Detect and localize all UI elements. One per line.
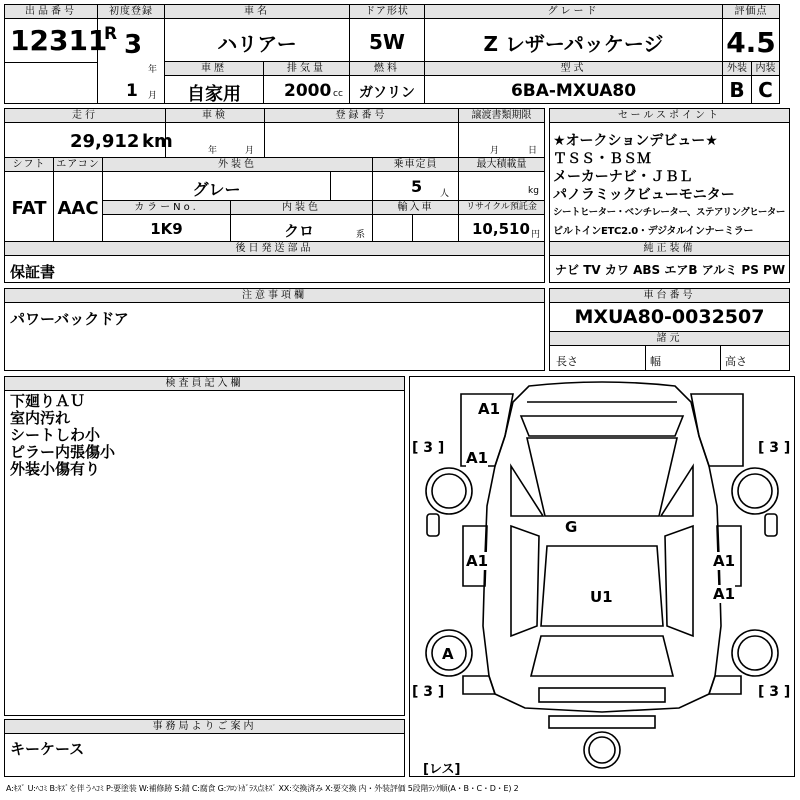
sales-line: メーカーナビ・ＪＢＬ (553, 169, 693, 185)
tire-depth: [ 3 ] (758, 684, 791, 700)
capacity: 5 (411, 177, 423, 196)
color-no-label: カラーNo. (103, 201, 230, 215)
inspector-notes (10, 393, 115, 478)
color-label: 外装色 (103, 158, 372, 172)
exterior-label: 外装 (723, 62, 751, 76)
notes-text: パワーバックドア (10, 310, 129, 328)
color-number: 1K9 (150, 220, 183, 238)
grade-label: グレード (425, 5, 722, 19)
spare-tire: [レス] (423, 762, 461, 777)
sales-line: ★オークションデビュー★ (553, 133, 718, 149)
history: 自家用 (187, 84, 241, 105)
chassis-number: MXUA80-0032507 (574, 306, 765, 328)
transfer-label: 譲渡書類期限 (459, 109, 544, 123)
lot-number: 12311 (10, 24, 108, 57)
score: 4.5 (726, 26, 776, 59)
exterior-color: グレー (192, 180, 241, 199)
damage-mark: A1 (478, 400, 501, 418)
tire-depth: [ 3 ] (758, 440, 791, 456)
interior-label: 内装 (752, 62, 779, 76)
import-label: 輸入車 (373, 201, 458, 215)
model-code: 6BA-MXUA80 (510, 81, 637, 101)
inspector-line: ピラー内張傷小 (10, 443, 116, 461)
inspection-label: 車検 (166, 109, 264, 123)
damage-mark: G (565, 518, 578, 536)
registration-no-label: 登録番号 (265, 109, 458, 123)
equipment-list (555, 261, 785, 278)
shift: FAT (11, 198, 47, 219)
equipment-item: アルミ (701, 263, 738, 277)
score-label: 評価点 (723, 5, 779, 19)
max-load-label: 最大積載量 (459, 158, 544, 172)
equipment-item: カワ (604, 263, 629, 277)
inspector-line: 室内汚れ (10, 409, 71, 427)
equipment-item: PS (741, 263, 759, 277)
equipment-item: ABS (633, 263, 661, 277)
car-name: ハリアー (217, 32, 297, 56)
equipment-item: エアB (664, 263, 698, 277)
car-diagram (409, 376, 795, 777)
recycle-fee: 10,510 (472, 220, 530, 238)
inspector-line: シートしわ小 (10, 426, 101, 444)
mileage-label: 走行 (5, 109, 165, 123)
damage-mark: U1 (590, 588, 613, 606)
registration-label: 初度登録 (98, 5, 164, 19)
interior-color: クロ (284, 222, 315, 240)
displacement-label: 排気量 (264, 62, 349, 76)
history-label: 車歴 (165, 62, 263, 76)
length-label: 長さ (556, 355, 578, 368)
interior-grade: C (758, 78, 773, 102)
tire-depth: [ 3 ] (412, 684, 445, 700)
width-label: 幅 (650, 355, 661, 368)
mileage: 29,912 (70, 131, 140, 152)
interior-color-label: 内装色 (231, 201, 372, 215)
damage-mark: A1 (466, 449, 489, 467)
capacity-label: 乗車定員 (373, 158, 458, 172)
notes-label: 注意事項欄 (5, 289, 544, 303)
inspector-label: 検査員記入欄 (5, 377, 404, 391)
equipment-item: ナビ (555, 263, 580, 277)
door-type: 5W (369, 30, 405, 54)
lot-label: 出品番号 (5, 5, 97, 19)
equipment-item: TV (583, 263, 601, 277)
damage-mark: A1 (713, 552, 736, 570)
later-parts-label: 後日発送部品 (5, 242, 544, 256)
car-name-label: 車名 (165, 5, 349, 19)
registration-month: 1 (126, 81, 138, 101)
era: R (104, 24, 118, 44)
sales-line: ビルトインETC2.0・デジタルインナーミラー (553, 226, 754, 237)
ac-label: エアコン (54, 158, 102, 172)
spec-label: 諸元 (550, 332, 789, 346)
sales-line: ＴＳＳ・ＢＳＭ (553, 151, 651, 167)
tire-depth: [ 3 ] (412, 440, 445, 456)
grade: Z レザーパッケージ (483, 32, 664, 56)
model-label: 型式 (425, 62, 722, 76)
sales-line: シートヒーター・ベンチレーター、ステアリングヒーター (553, 207, 785, 218)
equipment-item: PW (763, 263, 786, 277)
damage-mark: A (442, 645, 454, 663)
height-label: 高さ (725, 355, 747, 368)
shift-label: シフト (5, 158, 53, 172)
office-label: 事務局よりご案内 (5, 720, 404, 734)
inspector-line: 下廻りＡＵ (10, 392, 86, 410)
equipment-label: 純正装備 (550, 242, 789, 256)
registration-year: 3 (124, 30, 143, 60)
damage-mark: A1 (713, 585, 736, 603)
recycle-label: リサイクル預託金 (459, 201, 544, 215)
displacement: 2000 (284, 81, 332, 101)
damage-mark: A1 (466, 552, 489, 570)
office-text: キーケース (10, 740, 85, 758)
fuel-label: 燃料 (350, 62, 424, 76)
fuel: ガソリン (359, 85, 415, 101)
legend: A:ｷｽﾞ U:ﾍｺﾐ B:ｷｽﾞを伴うﾍｺﾐ P:要塗装 W:補修跡 S:錆 C:腐食 G:ﾌﾛﾝﾄｶﾞﾗｽ点ｷｽﾞ XX:交換済み X:要交換 内・外装評価 5段階ﾗﾝｸ順(A・B・C・D・E) 2 (6, 784, 519, 793)
air-conditioner: AAC (57, 198, 99, 219)
sales-point-label: セールスポイント (550, 109, 789, 123)
door-label: ドア形状 (350, 5, 424, 19)
inspector-line: 外装小傷有り (10, 460, 101, 478)
later-parts: 保証書 (10, 263, 56, 281)
sales-line: パノラミックビューモニター (553, 187, 735, 203)
exterior-grade: B (729, 78, 745, 102)
chassis-label: 車台番号 (550, 289, 789, 303)
